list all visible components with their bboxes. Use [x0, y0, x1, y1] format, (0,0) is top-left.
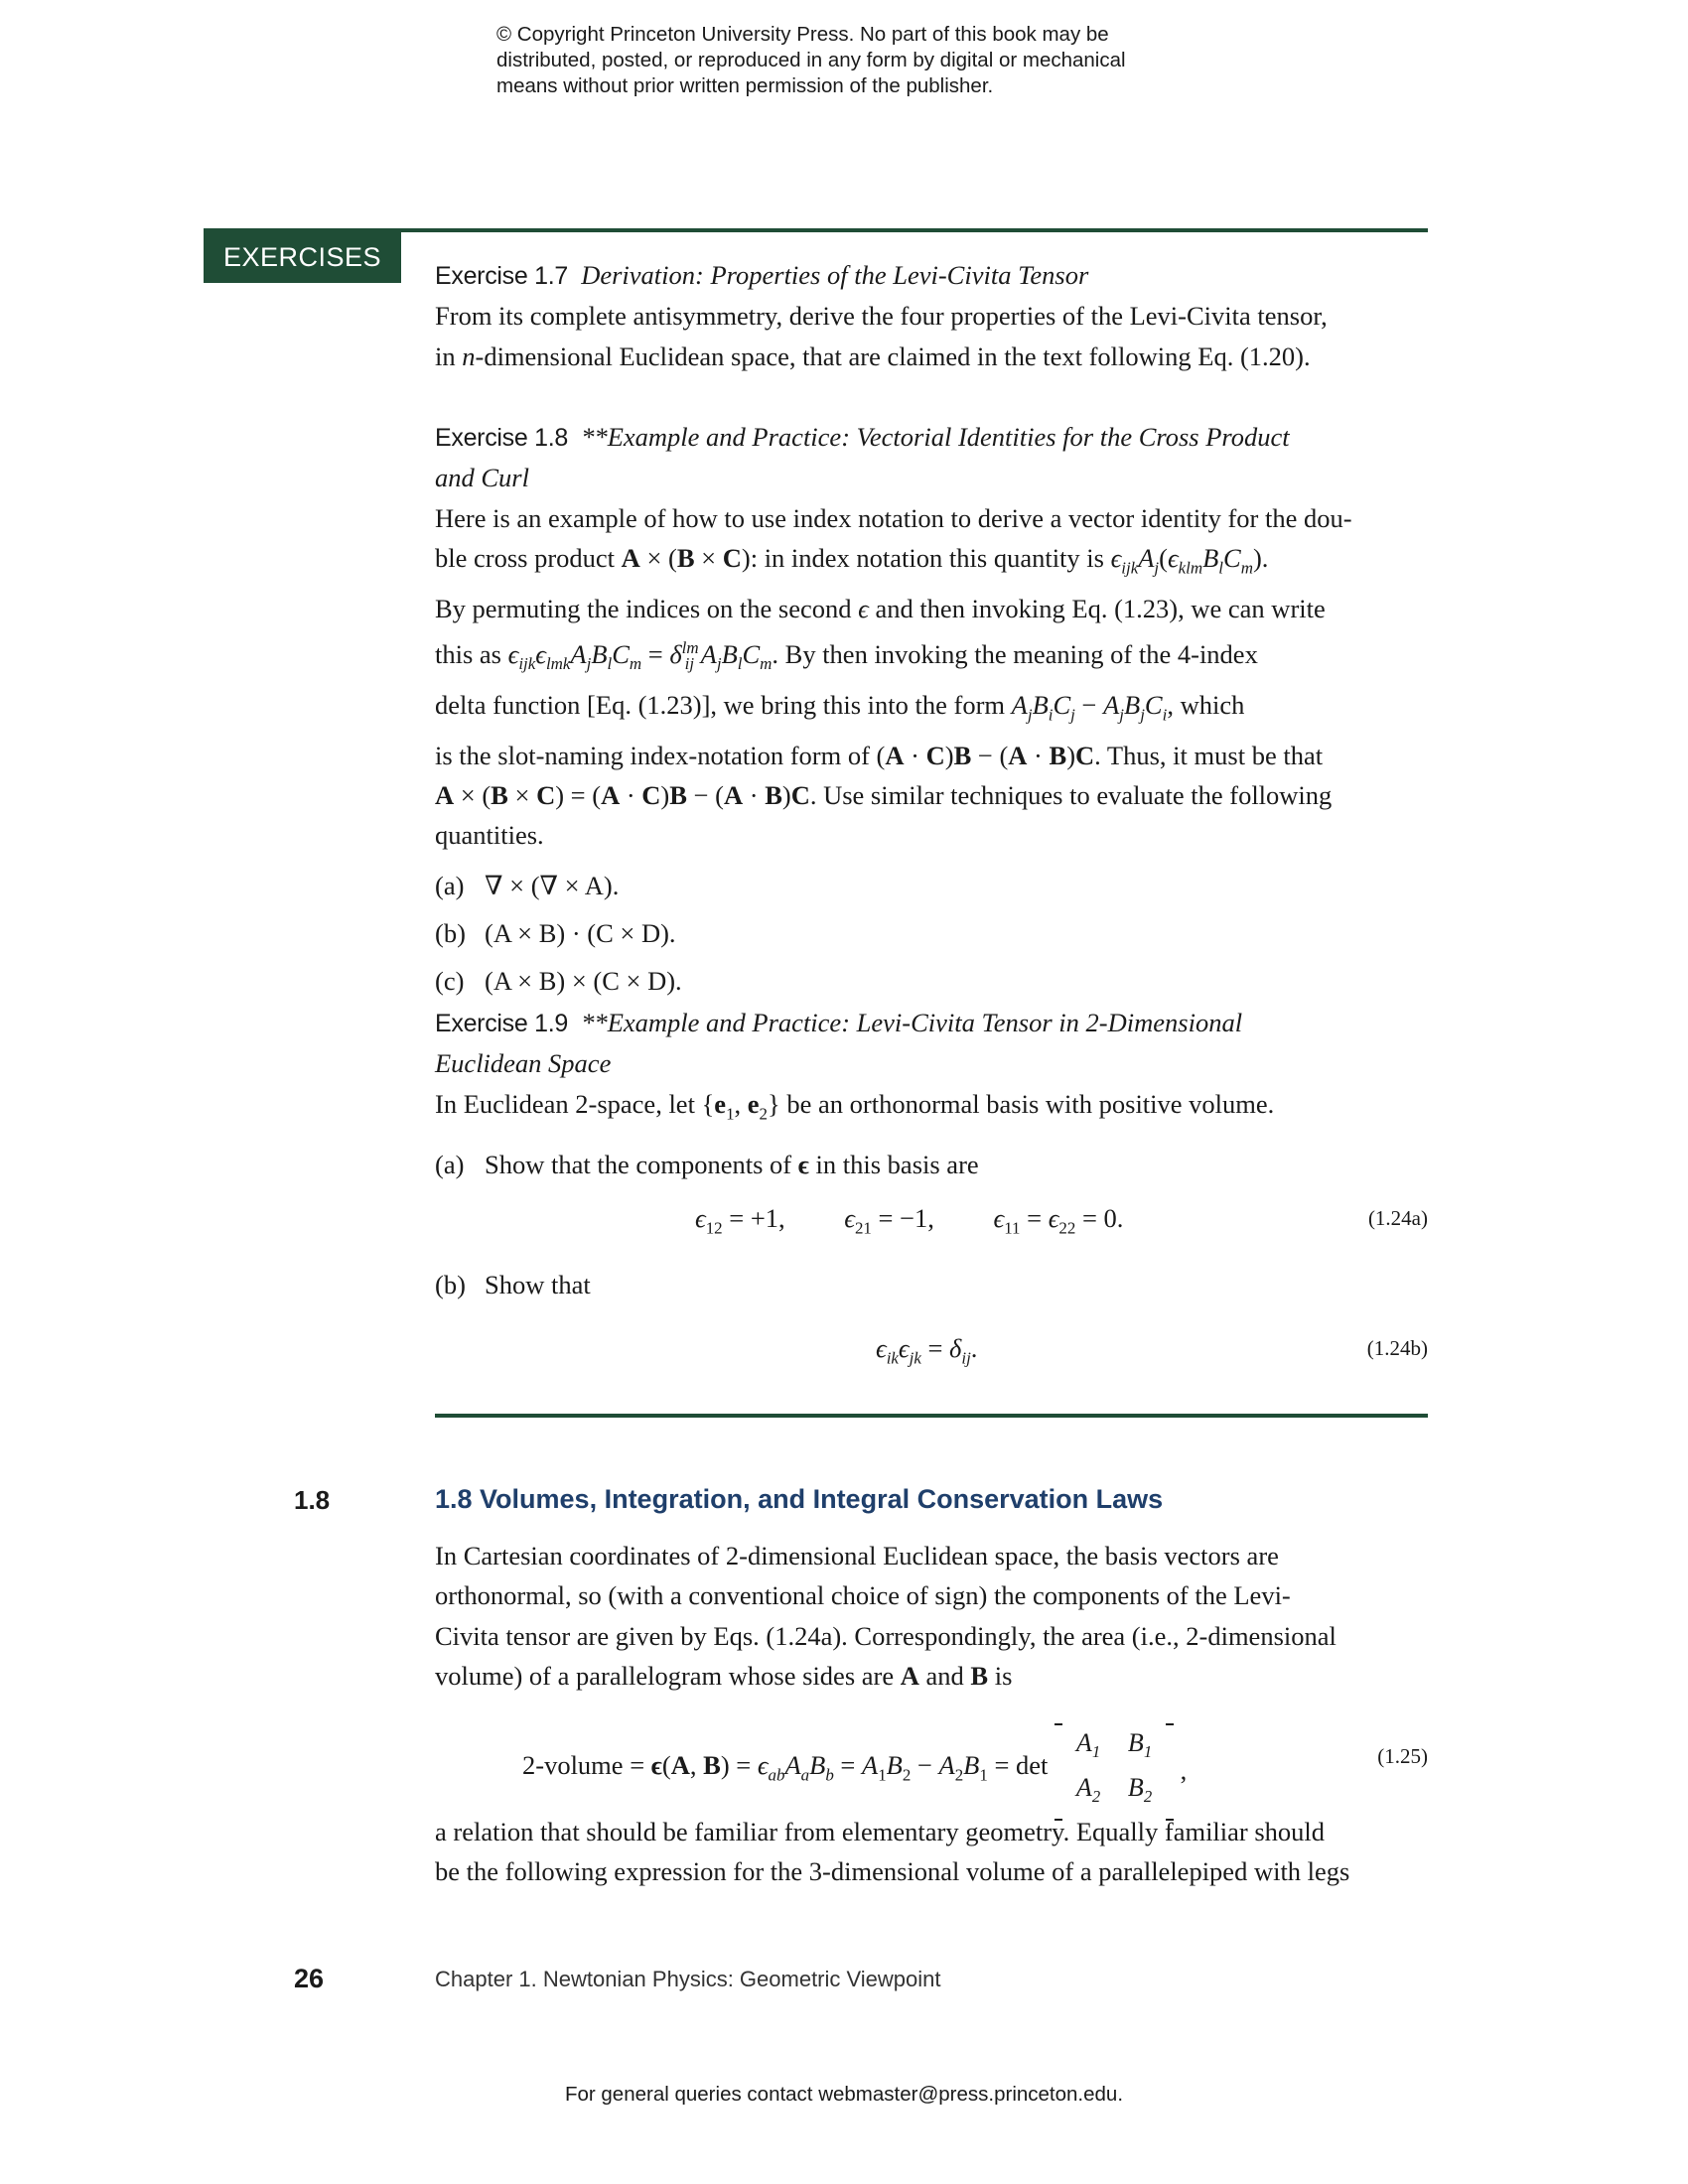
equation-1-25: 2-volume = ϵ(A, $B) = \epsilon_{ab}A_aB_b = A_1B_2 - A_2B_1 = \det$ $A_1$ $B_1$ $A_2$ $B_2$ ,	[522, 1723, 1187, 1817]
list-item: (c) (A × B) × (C × D).	[435, 965, 682, 996]
copyright-line-1: © Copyright Princeton University Press. No part of this book may be	[496, 23, 1109, 46]
exercise-text-line: Here is an example of how to use index notation to derive a vector identity for the dou-	[435, 502, 1352, 533]
paragraph-line: In Cartesian coordinates of 2-dimensional Euclidean space, the basis vectors are	[435, 1541, 1279, 1570]
paragraph-line: orthonormal, so (with a conventional choice of sign) the components of the Levi-	[435, 1580, 1291, 1611]
equation-number: (1.24a)	[1367, 1206, 1428, 1230]
equation-number: (1.25)	[1377, 1744, 1428, 1768]
exercise-title: **Example and Practice: Levi-Civita Tensor in 2-Dimensional	[581, 1008, 1243, 1037]
exercise-text-line: In Euclidean 2-space, let {$e_1$, $e_2$} be an orthonormal basis with positive volume.	[435, 1088, 1275, 1124]
section-body	[435, 1536, 1428, 1697]
exercise-title: Derivation: Properties of the Levi-Civita Tensor	[581, 260, 1089, 290]
exercise-1-9	[435, 1003, 1428, 1184]
exercise-text-line: By permuting the indices on the second ϵ and then invoking Eq. (1.23), we can write	[435, 593, 1326, 623]
equation-1-24a: $\epsilon_{12} = +1$, $\epsilon_{21} = -1$, $\epsilon_{11} = \epsilon_{22} = 0$.	[695, 1203, 1124, 1238]
exercise-1-8	[435, 417, 1428, 1001]
section-title: 1.8 Volumes, Integration, and Integral Conservation Laws	[435, 1484, 1164, 1514]
contact-line: For general queries contact webmaster@press.princeton.edu.	[564, 2083, 1124, 2106]
exercises-bottom-rule	[435, 1414, 1428, 1418]
exercise-text-line: ble cross product A × (B × C): in index notation this quantity is $\epsilon_{ijk}A_j(\epsilon_{klm}B_lC_m)$.	[435, 543, 1269, 578]
list-item: (a) ∇ × (∇ × A).	[435, 870, 620, 900]
equation-number: (1.24b)	[1366, 1336, 1428, 1360]
list-item: (a) Show that the components of ϵ in this basis are	[435, 1149, 979, 1179]
determinant-matrix: $A_1$ $B_1$ $A_2$ $B_2$	[1055, 1723, 1174, 1817]
paragraph-line: be the following expression for the 3-dimensional volume of a parallelepiped with legs	[435, 1856, 1350, 1887]
paragraph-line: Civita tensor are given by Eqs. (1.24a). Correspondingly, the area (i.e., 2-dimensional	[435, 1620, 1336, 1651]
exercise-text-line: in n-dimensional Euclidean space, that are claimed in the text following Eq. (1.20).	[435, 341, 1311, 371]
exercise-title: **Example and Practice: Vectorial Identities for the Cross Product	[581, 422, 1290, 452]
section-body-continued	[435, 1812, 1428, 1892]
equation-1-24b: $\epsilon_{ik}\epsilon_{jk} = \delta_{ij}$.	[876, 1333, 978, 1368]
exercise-number: Exercise 1.8	[435, 424, 568, 452]
running-footer: Chapter 1. Newtonian Physics: Geometric Viewpoint	[435, 1967, 941, 1991]
exercise-1-7	[435, 255, 1428, 376]
exercise-title-continued: and Curl	[435, 463, 529, 493]
exercise-text-line: quantities.	[435, 820, 544, 851]
copyright-line-2: distributed, posted, or reproduced in any form by digital or mechanical	[496, 49, 1126, 71]
exercise-title-continued: Euclidean Space	[435, 1048, 612, 1079]
page-number: 26	[294, 1964, 325, 1993]
exercise-number: Exercise 1.7	[435, 262, 568, 290]
copyright-notice	[496, 22, 1251, 99]
exercise-text-line: this as $\epsilon_{ijk}\epsilon_{lmk}A_jB_lC_m = \delta^{lm}_{ij}$ $A_jB_lC_m$. By then invoking the meaning of the 4-index	[435, 638, 1258, 674]
paragraph-line: a relation that should be familiar from elementary geometry. Equally familiar should	[435, 1817, 1326, 1846]
copyright-line-3: means without prior written permission of the publisher.	[496, 74, 994, 97]
exercise-text-line: is the slot-naming index-notation form of (A · C)B − (A · B)C. Thus, it must be that	[435, 740, 1324, 770]
list-item: (b) (A × B) · (C × D).	[435, 917, 676, 948]
section-margin-number: 1.8	[294, 1485, 331, 1515]
exercise-text-line: From its complete antisymmetry, derive the four properties of the Levi-Civita tensor,	[435, 301, 1328, 332]
paragraph-line: volume) of a parallelogram whose sides are A and B is	[435, 1661, 1013, 1692]
list-item: (b) Show that	[435, 1270, 591, 1299]
exercise-text-line: delta function [Eq. (1.23)], we bring this into the form $A_jB_iC_j - A_jB_jC_i$, which	[435, 689, 1245, 725]
exercise-text-line: A × (B × C) = (A · C)B − (A · B)C. Use similar techniques to evaluate the following	[435, 779, 1333, 810]
exercises-tag: EXERCISES	[204, 231, 401, 283]
exercise-number: Exercise 1.9	[435, 1010, 568, 1037]
